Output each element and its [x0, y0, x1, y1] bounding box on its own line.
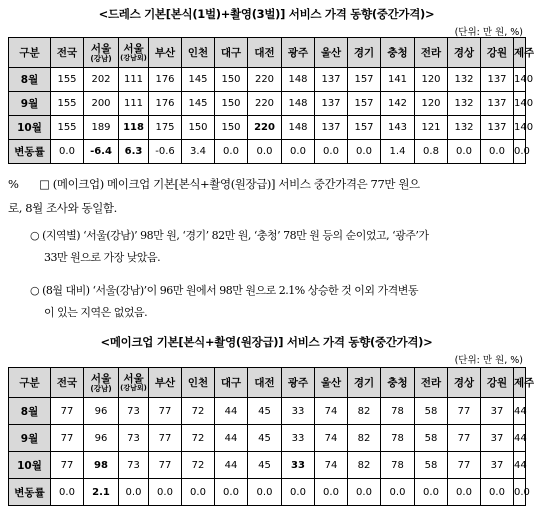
table-row — [9, 140, 526, 164]
table-cell: 0.0 — [315, 479, 348, 506]
table-cell: 77 — [51, 452, 84, 479]
table-cell: 58 — [415, 398, 448, 425]
table-cell: 189 — [84, 116, 119, 140]
table-header-row — [9, 368, 526, 398]
table1-unit: (단위: 만 원, %) — [454, 27, 523, 38]
header-cell: 경상 — [448, 368, 481, 398]
header-cell: 강원 — [481, 368, 514, 398]
table-cell: 141 — [381, 68, 415, 92]
table-cell: 74 — [315, 425, 348, 452]
table-cell: 132 — [448, 116, 481, 140]
table-cell: 44 — [514, 425, 526, 452]
header-cell: 인천 — [182, 38, 215, 68]
table-cell: 150 — [215, 68, 248, 92]
table-cell: 150 — [215, 116, 248, 140]
table-cell: 0.0 — [514, 140, 526, 164]
table-cell: 82 — [348, 425, 381, 452]
table-cell: 176 — [149, 68, 182, 92]
header-cell: 부산 — [149, 38, 182, 68]
header-cell: 경기 — [348, 368, 381, 398]
table-cell: 6.3 — [119, 140, 149, 164]
table-row — [9, 479, 526, 506]
table-row — [9, 92, 526, 116]
table-cell: 111 — [119, 68, 149, 92]
dress-price-table — [8, 37, 534, 164]
table-cell: 0.0 — [215, 140, 248, 164]
table-row — [9, 425, 526, 452]
table-cell: 77 — [149, 452, 182, 479]
table-cell: 137 — [315, 68, 348, 92]
header-seoul-label: 서울 — [90, 372, 112, 385]
table-cell: 220 — [248, 116, 282, 140]
header-cell: 인천 — [182, 368, 215, 398]
table-cell: 0.0 — [51, 140, 84, 164]
table-cell: 0.0 — [182, 479, 215, 506]
header-cell: 전국 — [51, 368, 84, 398]
row-label: 9월 — [9, 425, 51, 452]
table-cell: 0.0 — [315, 140, 348, 164]
table-cell: 0.0 — [119, 479, 149, 506]
table-cell: 157 — [348, 68, 381, 92]
table-row — [9, 398, 526, 425]
paragraph-marker: % — [8, 177, 19, 191]
table-cell: 37 — [481, 452, 514, 479]
table1-caption: <드레스 기본[본식(1벌)+촬영(3벌)] 서비스 가격 동향(중간가격)> — [98, 7, 435, 21]
header-cell: 제주 — [514, 368, 526, 398]
table-cell: 44 — [215, 452, 248, 479]
row-label: 10월 — [9, 452, 51, 479]
bullet-item — [30, 225, 530, 269]
table-cell: 37 — [481, 425, 514, 452]
table-cell: 77 — [448, 398, 481, 425]
table-cell: 0.8 — [415, 140, 448, 164]
header-seoul-label: 서울 — [90, 42, 112, 55]
table-cell: 82 — [348, 452, 381, 479]
paragraph-line1: □ (메이크업) 메이크업 기본[본식+촬영(원장급)] 서비스 중간가격은 77만 원으 — [39, 177, 420, 191]
header-cell: 광주 — [282, 38, 315, 68]
table-cell: 58 — [415, 425, 448, 452]
table-cell: 96 — [84, 398, 119, 425]
table-cell: 73 — [119, 452, 149, 479]
table-cell: 132 — [448, 92, 481, 116]
table-cell: 155 — [51, 116, 84, 140]
summary-paragraph — [8, 172, 420, 220]
table-cell: 0.0 — [248, 140, 282, 164]
header-cell-seoul-gangnam — [84, 368, 119, 398]
table-cell: 72 — [182, 425, 215, 452]
table-cell: 137 — [481, 68, 514, 92]
bullet-line2: 이 있는 지역은 없었음. — [44, 306, 148, 319]
table-cell: 0.0 — [348, 140, 381, 164]
table2-caption: <메이크업 기본[본식+촬영(원장급)] 서비스 가격 동향(중간가격)> — [100, 335, 433, 349]
table-cell: 0.0 — [215, 479, 248, 506]
table-cell: 77 — [51, 398, 84, 425]
table-cell: 0.0 — [481, 479, 514, 506]
table-cell: 120 — [415, 68, 448, 92]
table-cell: 140 — [514, 92, 526, 116]
table-cell: 0.0 — [51, 479, 84, 506]
table-cell: 132 — [448, 68, 481, 92]
table-cell: 58 — [415, 452, 448, 479]
row-label: 변동률 — [9, 479, 51, 506]
bullet-item — [30, 280, 530, 324]
table-cell: 0.0 — [248, 479, 282, 506]
table-cell: 78 — [381, 425, 415, 452]
header-cell: 충청 — [381, 368, 415, 398]
makeup-price-table — [8, 367, 534, 506]
header-seoul-sub: (강남) — [90, 383, 112, 393]
table-cell: 0.0 — [282, 479, 315, 506]
header-cell: 전라 — [415, 368, 448, 398]
table-cell: 44 — [215, 398, 248, 425]
row-label: 9월 — [9, 92, 51, 116]
table-cell: 0.0 — [415, 479, 448, 506]
table-cell: 33 — [282, 425, 315, 452]
table-cell: 118 — [119, 116, 149, 140]
table-cell: 73 — [119, 425, 149, 452]
header-cell: 제주 — [514, 38, 526, 68]
header-cell: 울산 — [315, 368, 348, 398]
table-cell: 44 — [514, 452, 526, 479]
header-cell: 구분 — [9, 38, 51, 68]
table-cell: 202 — [84, 68, 119, 92]
header-seoul-sub: (강남) — [90, 53, 112, 63]
table-cell: 77 — [149, 425, 182, 452]
header-cell: 강원 — [481, 38, 514, 68]
table-cell: 155 — [51, 68, 84, 92]
table2-unit: (단위: 만 원, %) — [454, 355, 523, 366]
header-cell: 충청 — [381, 38, 415, 68]
table-cell: -6.4 — [84, 140, 119, 164]
table-cell: 74 — [315, 452, 348, 479]
table-cell: 145 — [182, 68, 215, 92]
bullet-line2: 33만 원으로 가장 낮았음. — [44, 251, 161, 264]
row-label: 변동률 — [9, 140, 51, 164]
row-label: 8월 — [9, 68, 51, 92]
header-cell: 대전 — [248, 38, 282, 68]
table-cell: 150 — [215, 92, 248, 116]
table-cell: 45 — [248, 398, 282, 425]
header-seoul-sub: (강남외) — [120, 54, 147, 62]
header-cell: 대구 — [215, 38, 248, 68]
table-cell: 0.0 — [348, 479, 381, 506]
header-cell: 경상 — [448, 38, 481, 68]
table-cell: 120 — [415, 92, 448, 116]
header-cell: 대구 — [215, 368, 248, 398]
header-seoul-label: 서울 — [123, 43, 144, 55]
table-cell: 140 — [514, 68, 526, 92]
table-cell: 82 — [348, 398, 381, 425]
table-cell: 0.0 — [481, 140, 514, 164]
bullet-marker: ○ — [30, 229, 40, 242]
table-row — [9, 116, 526, 140]
table-cell: 77 — [149, 398, 182, 425]
table-cell: 111 — [119, 92, 149, 116]
table-cell: 45 — [248, 452, 282, 479]
table-cell: 137 — [481, 92, 514, 116]
table-cell: 0.0 — [448, 479, 481, 506]
table-cell: 143 — [381, 116, 415, 140]
header-cell: 울산 — [315, 38, 348, 68]
table-cell: 155 — [51, 92, 84, 116]
table-cell: 157 — [348, 116, 381, 140]
table-cell: 137 — [315, 116, 348, 140]
table-cell: 44 — [514, 398, 526, 425]
bullet-marker: ○ — [30, 284, 40, 297]
paragraph-line2: 로, 8월 조사와 동일함. — [8, 201, 117, 215]
header-seoul-label: 서울 — [123, 373, 144, 385]
table-cell: 2.1 — [84, 479, 119, 506]
header-cell: 대전 — [248, 368, 282, 398]
table-cell: 33 — [282, 452, 315, 479]
table-cell: 45 — [248, 425, 282, 452]
row-label: 10월 — [9, 116, 51, 140]
table-cell: 72 — [182, 398, 215, 425]
table-cell: 148 — [282, 92, 315, 116]
bullet-line1: (지역별) ‘서울(강남)’ 98만 원, ‘경기’ 82만 원, ‘충청’ 78만 원 등의 순이었고, ‘광주’가 — [42, 229, 429, 242]
table-cell: 77 — [448, 452, 481, 479]
header-cell: 구분 — [9, 368, 51, 398]
header-cell: 부산 — [149, 368, 182, 398]
row-label: 8월 — [9, 398, 51, 425]
table-cell: 157 — [348, 92, 381, 116]
table-cell: -0.6 — [149, 140, 182, 164]
table-cell: 96 — [84, 425, 119, 452]
header-cell-seoul-other — [119, 368, 149, 398]
table-cell: 150 — [182, 116, 215, 140]
table-cell: 0.0 — [448, 140, 481, 164]
table-cell: 74 — [315, 398, 348, 425]
table-cell: 0.0 — [282, 140, 315, 164]
table-cell: 220 — [248, 92, 282, 116]
header-cell: 전라 — [415, 38, 448, 68]
header-cell: 경기 — [348, 38, 381, 68]
table-cell: 77 — [448, 425, 481, 452]
table-cell: 137 — [315, 92, 348, 116]
header-seoul-sub: (강남외) — [120, 384, 147, 392]
table-cell: 37 — [481, 398, 514, 425]
table-cell: 98 — [84, 452, 119, 479]
table-cell: 121 — [415, 116, 448, 140]
table-cell: 0.0 — [381, 479, 415, 506]
header-cell-seoul-gangnam — [84, 38, 119, 68]
table-cell: 78 — [381, 452, 415, 479]
table-cell: 148 — [282, 116, 315, 140]
table-cell: 220 — [248, 68, 282, 92]
header-cell: 광주 — [282, 368, 315, 398]
table-header-row — [9, 38, 526, 68]
table-row — [9, 68, 526, 92]
table-cell: 145 — [182, 92, 215, 116]
table-cell: 176 — [149, 92, 182, 116]
table-cell: 77 — [51, 425, 84, 452]
table-cell: 0.0 — [149, 479, 182, 506]
table-cell: 200 — [84, 92, 119, 116]
table-cell: 33 — [282, 398, 315, 425]
table-cell: 3.4 — [182, 140, 215, 164]
header-cell: 전국 — [51, 38, 84, 68]
table-cell: 175 — [149, 116, 182, 140]
table-cell: 78 — [381, 398, 415, 425]
table-cell: 72 — [182, 452, 215, 479]
table-cell: 44 — [215, 425, 248, 452]
table-cell: 137 — [481, 116, 514, 140]
table-cell: 148 — [282, 68, 315, 92]
table-cell: 142 — [381, 92, 415, 116]
table-cell: 73 — [119, 398, 149, 425]
header-cell-seoul-other — [119, 38, 149, 68]
table-row — [9, 452, 526, 479]
table-cell: 1.4 — [381, 140, 415, 164]
table-cell: 140 — [514, 116, 526, 140]
table-cell: 0.0 — [514, 479, 526, 506]
bullet-line1: (8월 대비) ‘서울(강남)’이 96만 원에서 98만 원으로 2.1% 상승한 것 이외 가격변동 — [42, 284, 418, 297]
